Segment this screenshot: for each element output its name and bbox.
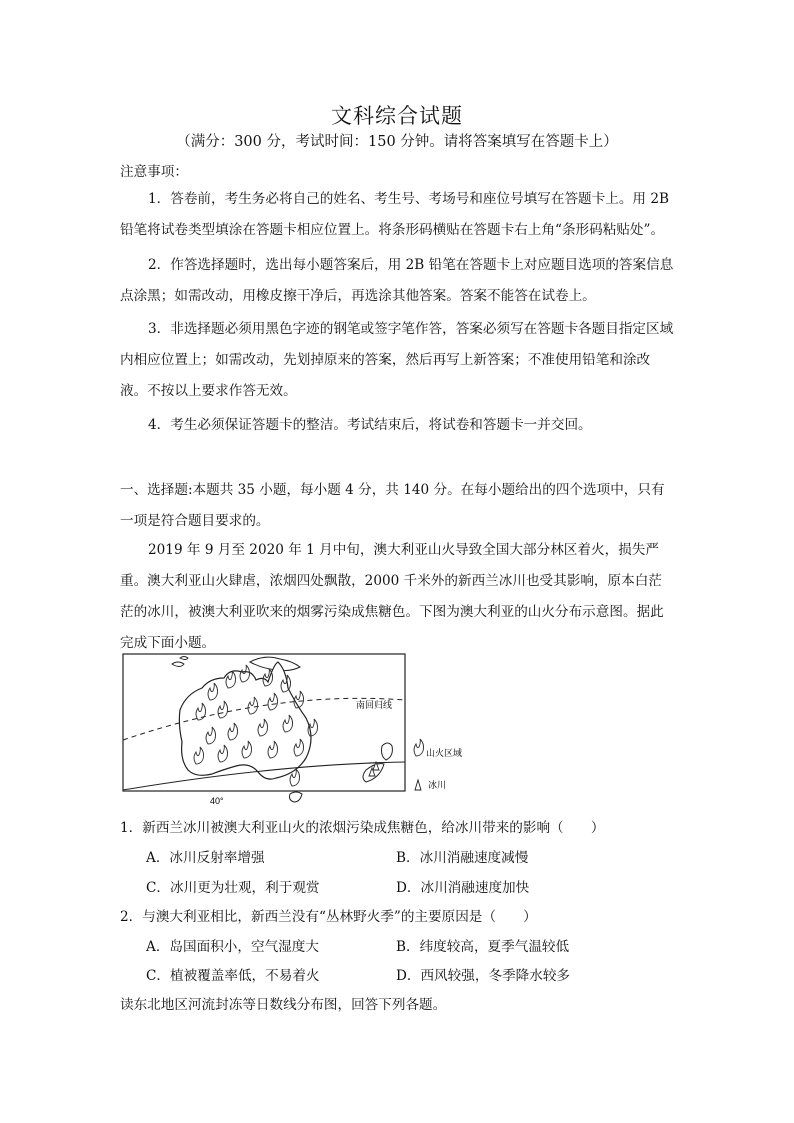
legend-glacier-label: 冰川	[428, 780, 447, 790]
page-title: 文科综合试题	[331, 104, 463, 128]
fire-icon	[414, 739, 424, 756]
q1-option-c: C．冰川更为壮观，利于观赏	[146, 880, 320, 896]
q2-option-b: B．纬度较高，夏季气温较低	[396, 939, 570, 955]
q1-option-a: A．冰川反射率增强	[146, 850, 265, 866]
note-item-4: 4．考生必须保证答题卡的整洁。考试结束后，将试卷和答题卡一并交回。	[148, 417, 592, 433]
notes-heading: 注意事项：	[120, 164, 188, 180]
island-outline	[172, 662, 184, 667]
note-item-2: 2．作答选择题时，选出每小题答案后，用 2B 铅笔在答题卡上对应题目选项的答案信息点涂黑；如需改动，用橡皮擦干净后，再选涂其他答案。答案不能答在试卷上。	[120, 257, 674, 304]
q2-option-c: C．植被覆盖率低，不易着火	[146, 968, 320, 984]
nz-north-island	[382, 743, 393, 760]
lat-label: 40°	[210, 796, 224, 806]
reading-passage: 2019 年 9 月至 2020 年 1 月中旬，澳大利亚山火导致全国大部分林区着火，损失严重。澳大利亚山火肆虐，浓烟四处飘散，2000 千米外的新西兰冰川也受其影响，原本白茫茫的冰川，被澳大利亚吹来的烟雾污染成焦糖色。下图为澳大利亚的山火分布示意图。据此完成下面小题。	[120, 542, 664, 651]
next-section-text: 读东北地区河流封冻等日数线分布图，回答下列各题。	[120, 997, 447, 1013]
question-1-stem: 1．新西兰冰川被澳大利亚山火的浓烟污染成焦糖色，给冰川带来的影响（ ）	[120, 820, 605, 836]
australia-outline	[179, 662, 311, 779]
q1-option-d: D．冰川消融速度加快	[396, 880, 530, 896]
q2-option-d: D．西风较强，冬季降水较多	[396, 968, 571, 984]
tasmania-outline	[290, 792, 303, 802]
australia-fire-map	[120, 652, 480, 807]
legend-fire-label: 山火区域	[426, 748, 463, 758]
note-item-1: 1．答卷前，考生务必将自己的姓名、考生号、考场号和座位号填写在答题卡上。用 2B 铅笔将试卷类型填涂在答题卡相应位置上。将条形码横贴在答题卡右上角“条形码粘贴处”。	[120, 191, 669, 238]
q2-option-a: A．岛国面积小，空气湿度大	[146, 939, 319, 955]
exam-subtitle: （满分：300 分，考试时间：150 分钟。请将答案填写在答题卡上）	[176, 134, 618, 150]
question-2-stem: 2．与澳大利亚相比，新西兰没有“丛林野火季”的主要原因是（ ）	[120, 909, 537, 925]
section-intro: 一、选择题:本题共 35 小题，每小题 4 分，共 140 分。在每小题给出的四个选项中，只有一项是符合题目要求的。	[120, 482, 665, 529]
glacier-icon	[415, 780, 421, 790]
note-item-3: 3．非选择题必须用黑色字迹的钢笔或签字笔作答，答案必须写在答题卡各题目指定区域内相应位置上；如需改动，先划掉原来的答案，然后再写上新答案；不准使用铅笔和涂改液。不按以上要求作答无效。	[120, 321, 674, 399]
island-outline	[180, 657, 188, 660]
q1-option-b: B．冰川消融速度减慢	[396, 850, 529, 866]
tropic-label: 南回归线	[356, 700, 393, 710]
